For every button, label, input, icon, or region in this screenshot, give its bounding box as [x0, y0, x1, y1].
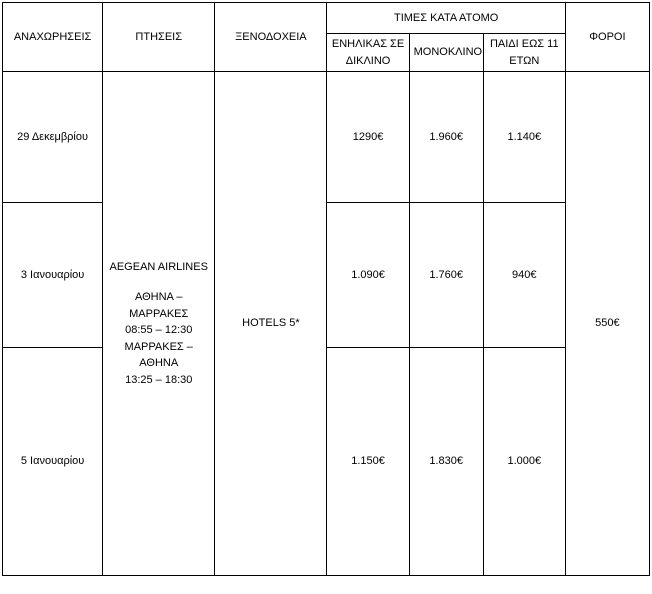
flights-outbound-time: 08:55 – 12:30 — [125, 324, 193, 337]
cell-price-child: 940€ — [483, 203, 565, 348]
flights-airline: AEGEAN AIRLINES — [109, 260, 208, 273]
header-child: ΠΑΙΔΙ ΕΩΣ 11 ΕΤΩΝ — [483, 34, 565, 72]
table-row — [3, 348, 650, 576]
cell-flights-details — [103, 72, 215, 576]
header-single-room: ΜΟΝΟΚΛΙΝΟ — [409, 34, 483, 72]
cell-price-single: 1.760€ — [409, 203, 483, 348]
flights-outbound-route: ΑΘΗΝΑ – ΜΑΡΡΑΚΕΣ — [129, 291, 189, 320]
cell-departure-date: 5 Ιανουαρίου — [3, 348, 103, 576]
cell-departure-date: 29 Δεκεμβρίου — [3, 72, 103, 203]
cell-hotels: HOTELS 5* — [215, 72, 327, 576]
cell-price-single: 1.830€ — [409, 348, 483, 576]
flights-inbound-time: 13:25 – 18:30 — [125, 373, 193, 386]
header-hotels: ΞΕΝΟΔΟΧΕΙΑ — [215, 3, 327, 72]
price-table-document — [0, 2, 652, 594]
table-head — [3, 3, 650, 72]
cell-price-child: 1.000€ — [483, 348, 565, 576]
header-adult-double: ΕΝΗΛΙΚΑΣ ΣΕ ΔΙΚΛΙΝΟ — [327, 34, 409, 72]
cell-price-adult-double: 1.090€ — [327, 203, 409, 348]
table-row — [3, 203, 650, 348]
cell-price-single: 1.960€ — [409, 72, 483, 203]
cell-taxes: 550€ — [565, 72, 649, 576]
header-prices-per-person: ΤΙΜΕΣ ΚΑΤΑ ΑΤΟΜΟ — [327, 3, 565, 34]
flights-inbound-route: ΜΑΡΡΑΚΕΣ – ΑΘΗΝΑ — [124, 340, 193, 370]
table-body — [3, 72, 650, 576]
price-table — [2, 2, 650, 576]
table-row — [3, 72, 650, 203]
cell-departure-date: 3 Ιανουαρίου — [3, 203, 103, 348]
flights-spacer — [107, 275, 210, 289]
cell-price-adult-double: 1.150€ — [327, 348, 409, 576]
header-taxes: ΦΟΡΟΙ — [565, 3, 649, 72]
cell-price-child: 1.140€ — [483, 72, 565, 203]
header-departures: ΑΝΑΧΩΡΗΣΕΙΣ — [3, 3, 103, 72]
header-flights: ΠΤΗΣΕΙΣ — [103, 3, 215, 72]
cell-price-adult-double: 1290€ — [327, 72, 409, 203]
header-row-group — [3, 3, 650, 34]
